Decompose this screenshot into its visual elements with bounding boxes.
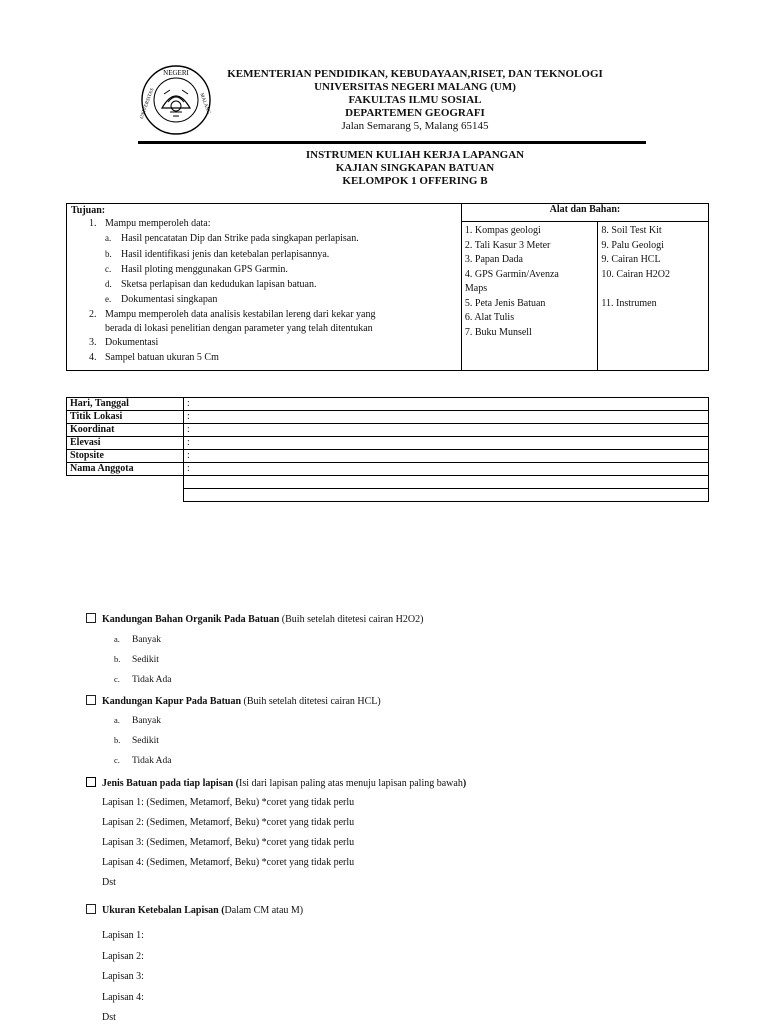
tujuan-item-num: c. [105,263,112,274]
question-rock-type [86,777,466,789]
tujuan-item-text: Mampu memperoleh data: [105,218,211,229]
alat-item: 9. Cairan HCL [601,254,661,265]
option-letter: c. [114,674,120,684]
info-label: Hari, Tanggal [67,398,184,411]
layer-line: Lapisan 3: (Sedimen, Metamorf, Beku) *coret yang tidak perlu [102,837,355,848]
option-letter: a. [114,634,120,644]
tujuan-item-text: Hasil ploting menggunakan GPS Garmin. [121,263,288,275]
alat-heading: Alat dan Bahan: [461,204,708,222]
alat-item: 11. Instrumen [601,297,657,309]
question-title: Jenis Batuan pada tiap lapisan ( [102,778,239,789]
layer-line: Dst [102,1012,116,1023]
info-value-field[interactable]: : [184,424,709,437]
info-table [66,397,709,502]
tujuan-item [67,322,461,336]
info-blank [67,476,184,489]
alat-item: Maps [464,283,488,294]
question-note: (Buih setelah ditetesi cairan H2O2) [279,614,424,625]
question-thickness [86,904,303,916]
info-label: Elevasi [67,437,184,450]
info-row [67,463,709,476]
tujuan-item-text: berada di lokasi penelitian dengan parameter yang telah ditentukan [105,323,373,335]
option-letter: b. [114,654,121,664]
tujuan-item [67,217,461,231]
tujuan-item [67,247,461,262]
alat-item: 5. Peta Jenis Batuan [464,297,546,309]
alat-col1 [461,222,598,371]
logo-text: UNIVERSITAS [140,87,156,120]
info-row [67,450,709,463]
info-row [67,398,709,411]
option-text: Banyak [132,635,162,645]
logo-text: MALANG [198,92,211,115]
tujuan-item-num: 4. [89,351,97,363]
tujuan-item-text: Sampel batuan ukuran 5 Cm [105,351,219,363]
alat-col2 [598,222,709,371]
checkbox[interactable] [86,904,96,914]
tujuan-item [67,262,461,277]
question-title: Kandungan Kapur Pada Batuan [102,696,242,707]
checkbox[interactable] [86,777,96,787]
info-value-field[interactable]: : [184,437,709,450]
tujuan-item-num: e. [105,294,112,305]
faculty-name: FAKULTAS ILMU SOSIAL [348,94,482,106]
info-label: Stopsite [67,450,184,463]
tujuan-item-num: a. [105,233,112,244]
address: Jalan Semarang 5, Malang 65145 [341,120,489,132]
option-text: Sedikit [132,736,159,746]
layer-line: Lapisan 2: (Sedimen, Metamorf, Beku) *coret yang tidak perlu [102,817,355,828]
university-name: UNIVERSITAS NEGERI MALANG (UM) [314,81,516,93]
info-value-field[interactable]: : [184,411,709,424]
option-text: Tidak Ada [132,675,172,685]
info-value-field[interactable] [184,476,709,489]
info-label: Titik Lokasi [67,411,184,424]
info-value-field[interactable] [184,489,709,502]
alat-item: 9. Palu Geologi [601,239,664,251]
answer-option[interactable] [114,654,159,665]
option-text: Sedikit [132,655,159,665]
answer-option[interactable] [114,715,161,726]
layer-line: Lapisan 1: (Sedimen, Metamorf, Beku) *coret yang tidak perlu [102,797,355,808]
info-value-field[interactable]: : [184,398,709,411]
question-note: Dalam CM atau M [224,905,300,916]
tujuan-item-num: 2. [89,308,97,320]
title-line: KAJIAN SINGKAPAN BATUAN [335,162,495,174]
tujuan-item-text: Dokumentasi [105,337,159,349]
answer-option[interactable] [114,735,159,746]
logo-text: NEGERI [163,69,189,77]
info-value-field[interactable]: : [184,463,709,476]
tujuan-item [67,231,461,246]
tujuan-item-text: Hasil identifikasi jenis dan ketebalan perlapisannya. [121,248,330,260]
tujuan-item-num: 3. [89,337,97,349]
header-divider [138,141,646,144]
alat-item: 4. GPS Garmin/Avenza [464,268,559,280]
tujuan-list [67,217,461,365]
question-paren: ) [299,905,304,916]
layer-line: Lapisan 4: (Sedimen, Metamorf, Beku) *coret yang tidak perlu [102,857,355,868]
tujuan-item [67,308,461,322]
option-letter: c. [114,755,120,765]
option-letter: a. [114,715,120,725]
layer-line: Dst [102,877,116,888]
option-letter: b. [114,735,121,745]
alat-item [601,282,705,297]
tujuan-item-text: Hasil pencatatan Dip dan Strike pada singkapan perlapisan. [121,233,359,245]
alat-item: 7. Buku Munsell [464,326,532,338]
layer-line: Lapisan 4: [102,991,144,1003]
question-title: Kandungan Bahan Organik Pada Batuan [102,614,280,625]
question-lime [86,695,381,707]
tujuan-item [67,277,461,292]
question-title: Ukuran Ketebalan Lapisan ( [102,905,225,916]
objectives-table [66,203,709,371]
checkbox[interactable] [86,695,96,705]
alat-item: 3. Papan Dada [464,254,523,265]
tujuan-item-text: Dokumentasi singkapan [121,294,218,306]
tujuan-cell [67,204,462,371]
tujuan-item-text: Mampu memperoleh data analisis kestabilan lereng dari kekar yang [105,308,376,320]
layer-line: Lapisan 2: [102,950,144,962]
alat-item: 6. Alat Tulis [464,312,515,323]
answer-option[interactable] [114,634,161,645]
tujuan-item [67,292,461,307]
department-name: DEPARTEMEN GEOGRAFI [345,107,485,119]
layer-line: Lapisan 1: [102,930,144,941]
tujuan-heading: Tujuan: [71,205,106,216]
info-label: Nama Anggota [67,463,184,476]
tujuan-item-text: Sketsa perlapisan dan kedudukan lapisan batuan. [121,279,317,291]
question-organic [86,613,423,625]
info-row [67,411,709,424]
alat-item: 8. Soil Test Kit [601,225,662,236]
info-extra-row [67,476,709,489]
tujuan-item [67,351,461,365]
option-text: Banyak [132,716,162,726]
info-row [67,424,709,437]
tujuan-item-num: d. [105,279,112,290]
question-note: Isi dari lapisan paling atas menuju lapisan paling bawah [239,778,463,789]
info-label: Koordinat [67,424,184,437]
info-value-field[interactable]: : [184,450,709,463]
alat-item: 2. Tali Kasur 3 Meter [464,239,551,251]
tujuan-item [67,336,461,350]
layer-line: Lapisan 3: [102,971,144,982]
answer-option[interactable] [114,755,172,766]
info-row [67,437,709,450]
checkbox[interactable] [86,613,96,623]
ministry-name: KEMENTERIAN PENDIDIKAN, KEBUDAYAAN,RISET, DAN TEKNOLOGI [227,68,603,80]
alat-item: 1. Kompas geologi [464,225,541,236]
info-blank [67,489,184,502]
answer-option[interactable] [114,674,172,685]
alat-item: 10. Cairan H2O2 [601,268,671,280]
info-extra-row [67,489,709,502]
letterhead [190,68,640,133]
tujuan-item-num: b. [105,248,112,259]
question-paren: ) [462,778,467,789]
question-note: (Buih setelah ditetesi cairan HCL) [241,696,381,707]
title-line: INSTRUMEN KULIAH KERJA LAPANGAN [305,149,525,161]
tujuan-item-num: 1. [89,218,97,229]
document-title [190,149,640,188]
title-line: KELOMPOK 1 OFFERING B [342,175,488,187]
option-text: Tidak Ada [132,756,172,766]
